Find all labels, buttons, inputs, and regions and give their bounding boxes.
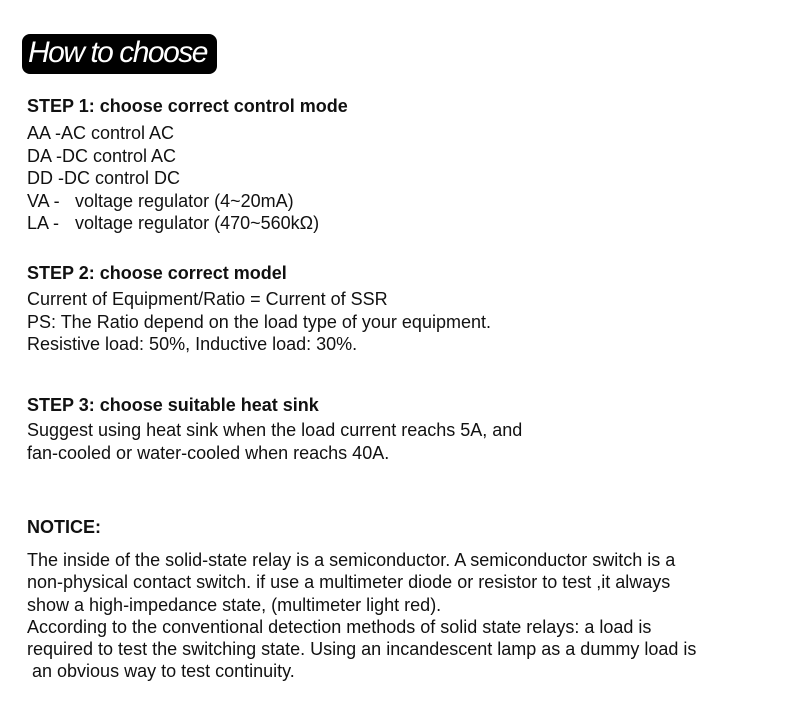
control-mode-item <box>27 145 348 168</box>
notice-line: show a high-impedance state, (multimeter light red). <box>27 594 442 615</box>
notice-line: an obvious way to test continuity. <box>27 661 295 682</box>
notice-line: non-physical contact switch. if use a multimeter diode or resistor to test ,it always <box>27 572 671 593</box>
mode-code: DA - <box>27 145 63 166</box>
control-mode-item <box>27 190 348 213</box>
mode-description: voltage regulator (4~20mA) <box>75 190 294 211</box>
notice-line: required to test the switching state. Using an incandescent lamp as a dummy load is <box>27 639 697 660</box>
mode-code: VA - <box>27 190 60 211</box>
control-mode-item <box>27 122 348 145</box>
notice-line: The inside of the solid-state relay is a semiconductor. A semiconductor switch is a <box>27 550 676 570</box>
step2-body <box>27 288 491 356</box>
notice-body <box>27 549 696 683</box>
notice-line: According to the conventional detection methods of solid state relays: a load is <box>27 616 652 637</box>
step2-heading: STEP 2: choose correct model <box>27 263 287 283</box>
mode-description: DC control DC <box>64 168 181 188</box>
notice-heading: NOTICE: <box>27 517 101 537</box>
mode-description: AC control AC <box>61 123 175 143</box>
step2-section <box>27 262 491 356</box>
page-title: How to choose <box>28 36 207 69</box>
step3-line: Suggest using heat sink when the load current reachs 5A, and <box>27 420 523 440</box>
step1-section <box>27 95 348 235</box>
mode-description: DC control AC <box>62 145 177 166</box>
step2-line: PS: The Ratio depend on the load type of your equipment. <box>27 311 491 332</box>
control-mode-item <box>27 167 348 190</box>
step3-body <box>27 419 522 464</box>
step3-section <box>27 394 522 464</box>
mode-code: AA - <box>27 123 62 143</box>
mode-code: DD - <box>27 168 64 188</box>
step2-line: Resistive load: 50%, Inductive load: 30%. <box>27 334 358 354</box>
control-mode-list <box>27 122 348 235</box>
step3-heading: STEP 3: choose suitable heat sink <box>27 395 319 415</box>
step2-line: Current of Equipment/Ratio = Current of SSR <box>27 289 388 309</box>
mode-description: voltage regulator (470~560kΩ) <box>75 213 320 233</box>
step3-line: fan-cooled or water-cooled when reachs 40A. <box>27 442 390 463</box>
step1-heading: STEP 1: choose correct control mode <box>27 96 348 116</box>
control-mode-item <box>27 212 348 235</box>
notice-section <box>27 516 696 683</box>
mode-code: LA - <box>27 213 60 233</box>
page-title-badge <box>22 34 217 74</box>
